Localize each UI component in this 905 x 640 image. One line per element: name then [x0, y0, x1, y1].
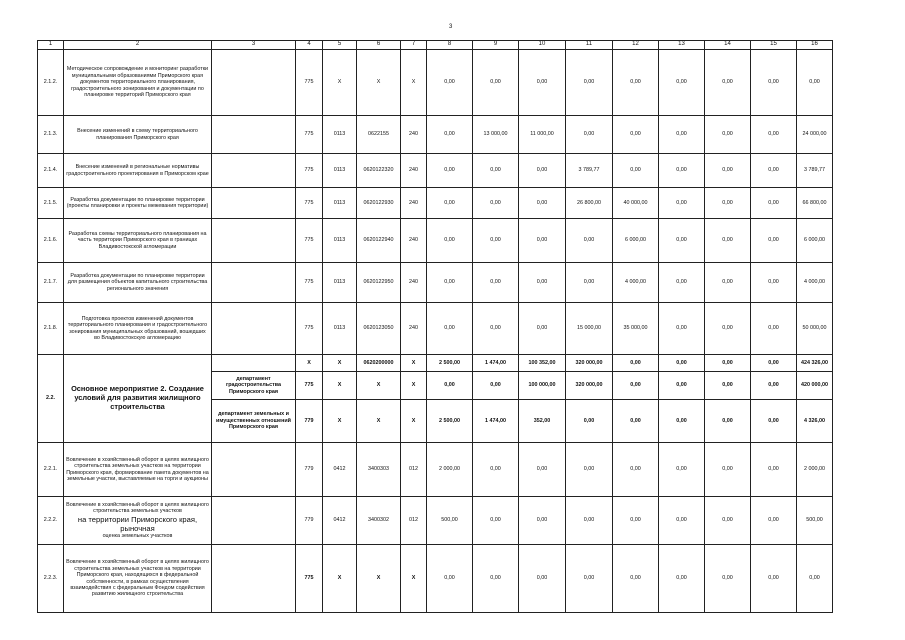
event-vr: X [401, 355, 427, 372]
budget-table [37, 40, 833, 613]
table-row [38, 545, 833, 613]
header-cell: 14 [705, 41, 751, 50]
row-value: 0,00 [613, 497, 659, 545]
row-value: 0,00 [473, 545, 519, 613]
header-cell: 2 [64, 41, 212, 50]
row-value: 0,00 [659, 116, 705, 154]
row-rzpr: 0113 [323, 116, 357, 154]
row-vr: 240 [401, 263, 427, 303]
event-grbs: X [296, 355, 323, 372]
event-value: 100 352,00 [519, 355, 566, 372]
table-row [38, 219, 833, 263]
row-vr: 240 [401, 188, 427, 219]
event-vr: X [401, 400, 427, 443]
row-rzpr: 0412 [323, 497, 357, 545]
row-csr: 0622155 [357, 116, 401, 154]
row-value: 0,00 [473, 263, 519, 303]
header-cell: 10 [519, 41, 566, 50]
header-cell: 5 [323, 41, 357, 50]
row-total: 0,00 [797, 50, 833, 116]
row-number: 2.1.3. [38, 116, 64, 154]
event-vr: X [401, 372, 427, 400]
row-value: 11 000,00 [519, 116, 566, 154]
row-value: 0,00 [659, 497, 705, 545]
row-value: 6 000,00 [613, 219, 659, 263]
row-executor [212, 188, 296, 219]
event-total: 420 000,00 [797, 372, 833, 400]
row-value: 0,00 [705, 154, 751, 188]
event-value: 0,00 [659, 372, 705, 400]
row-total: 3 789,77 [797, 154, 833, 188]
row-grbs: 775 [296, 116, 323, 154]
row-value: 0,00 [613, 116, 659, 154]
event-value: 1 474,00 [473, 400, 519, 443]
row-value: 0,00 [427, 219, 473, 263]
row-value: 0,00 [659, 219, 705, 263]
row-rzpr: 0113 [323, 154, 357, 188]
row-value: 0,00 [613, 443, 659, 497]
row-name: Внесение изменений в региональные нормативы градостроительного проектирования в Приморском крае [64, 154, 212, 188]
row-executor [212, 219, 296, 263]
row-grbs: 775 [296, 188, 323, 219]
event-grbs: 775 [296, 372, 323, 400]
row-value: 0,00 [519, 188, 566, 219]
row-vr: X [401, 50, 427, 116]
table-row [38, 50, 833, 116]
row-number: 2.1.8. [38, 303, 64, 355]
row-csr: 0620122940 [357, 219, 401, 263]
row-value: 0,00 [659, 154, 705, 188]
row-csr: 0620122950 [357, 263, 401, 303]
row-value: 0,00 [473, 188, 519, 219]
row-value: 0,00 [659, 188, 705, 219]
row-value: 0,00 [519, 545, 566, 613]
header-cell: 7 [401, 41, 427, 50]
event-value: 0,00 [613, 372, 659, 400]
row-value: 2 000,00 [427, 443, 473, 497]
event-executor: департамент градостроительства Приморского края [212, 372, 296, 400]
row-value: 13 000,00 [473, 116, 519, 154]
row-total: 24 000,00 [797, 116, 833, 154]
row-value: 0,00 [751, 303, 797, 355]
event-csr: X [357, 372, 401, 400]
row-vr: 240 [401, 303, 427, 355]
header-cell: 12 [613, 41, 659, 50]
table-row [38, 497, 833, 545]
row-value: 0,00 [473, 443, 519, 497]
event-rzpr: X [323, 355, 357, 372]
event-value: 0,00 [659, 400, 705, 443]
row-value: 0,00 [705, 116, 751, 154]
row-value: 40 000,00 [613, 188, 659, 219]
table-row [38, 154, 833, 188]
row-value: 500,00 [427, 497, 473, 545]
row-rzpr: 0113 [323, 188, 357, 219]
row-name [64, 497, 212, 545]
event-value: 0,00 [751, 355, 797, 372]
row-value: 0,00 [427, 154, 473, 188]
row-executor [212, 443, 296, 497]
row-vr: 240 [401, 116, 427, 154]
event-value: 100 000,00 [519, 372, 566, 400]
row-name: Внесение изменений в схему территориального планирования Приморского края [64, 116, 212, 154]
row-rzpr: 0412 [323, 443, 357, 497]
event-value: 2 500,00 [427, 400, 473, 443]
header-cell: 4 [296, 41, 323, 50]
event-value: 0,00 [705, 355, 751, 372]
row-value: 35 000,00 [613, 303, 659, 355]
row-value: 0,00 [427, 50, 473, 116]
event-value: 0,00 [566, 400, 613, 443]
row-total: 6 000,00 [797, 219, 833, 263]
row-executor [212, 50, 296, 116]
header-cell: 11 [566, 41, 613, 50]
table-row [38, 116, 833, 154]
event-total-row [38, 355, 833, 372]
row-rzpr: X [323, 545, 357, 613]
row-name-line: Вовлечение в хозяйственный оборот в целях жилищного строительства земельных участков [66, 501, 209, 515]
row-vr: 240 [401, 154, 427, 188]
row-name-line: на территории Приморского края, рыночная [77, 514, 198, 533]
row-value: 0,00 [566, 219, 613, 263]
row-executor [212, 154, 296, 188]
row-executor [212, 303, 296, 355]
event-value: 0,00 [427, 372, 473, 400]
row-csr: X [357, 545, 401, 613]
row-rzpr: 0113 [323, 219, 357, 263]
row-total: 66 800,00 [797, 188, 833, 219]
header-cell: 3 [212, 41, 296, 50]
row-rzpr: 0113 [323, 303, 357, 355]
event-value: 0,00 [613, 400, 659, 443]
row-grbs: 775 [296, 263, 323, 303]
row-number: 2.1.6. [38, 219, 64, 263]
row-value: 0,00 [566, 497, 613, 545]
row-csr: 0620122320 [357, 154, 401, 188]
row-vr: 240 [401, 219, 427, 263]
row-total: 0,00 [797, 545, 833, 613]
row-value: 0,00 [659, 50, 705, 116]
row-vr: 012 [401, 443, 427, 497]
row-value: 0,00 [427, 188, 473, 219]
row-vr: X [401, 545, 427, 613]
row-value: 0,00 [519, 219, 566, 263]
row-name: Вовлечение в хозяйственный оборот в целях жилищного строительства земельных участков на территории Приморского края, находящихся в федеральной собственности, в рамках осуществления взаимодействия с федеральным Фондом содействия развитию жилищного строительства [64, 545, 212, 613]
row-value: 0,00 [613, 154, 659, 188]
row-name: Разработка документации по планировке территории (проекты планировки и проекты межевания территории) [64, 188, 212, 219]
page-number: 3 [449, 24, 453, 30]
row-value: 0,00 [519, 154, 566, 188]
row-rzpr: 0113 [323, 263, 357, 303]
row-value: 26 800,00 [566, 188, 613, 219]
row-value: 4 000,00 [613, 263, 659, 303]
row-value: 0,00 [659, 443, 705, 497]
table-row [38, 263, 833, 303]
event-value: 0,00 [705, 400, 751, 443]
row-value: 0,00 [751, 188, 797, 219]
row-executor [212, 497, 296, 545]
header-cell: 8 [427, 41, 473, 50]
row-value: 0,00 [751, 497, 797, 545]
event-rzpr: X [323, 372, 357, 400]
row-value: 0,00 [705, 443, 751, 497]
row-value: 0,00 [751, 443, 797, 497]
row-vr: 012 [401, 497, 427, 545]
row-value: 0,00 [705, 497, 751, 545]
event-number: 2.2. [38, 355, 64, 443]
row-total: 4 000,00 [797, 263, 833, 303]
row-value: 0,00 [751, 154, 797, 188]
row-number: 2.2.1. [38, 443, 64, 497]
event-grbs: 779 [296, 400, 323, 443]
row-value: 0,00 [751, 116, 797, 154]
event-csr: 0620200000 [357, 355, 401, 372]
row-value: 0,00 [473, 497, 519, 545]
event-name: Основное мероприятие 2. Создание условий для развития жилищного строительства [64, 355, 212, 443]
row-value: 0,00 [473, 303, 519, 355]
table-row [38, 303, 833, 355]
row-csr: 0620122930 [357, 188, 401, 219]
event-executor [212, 355, 296, 372]
header-cell: 16 [797, 41, 833, 50]
row-value: 0,00 [751, 50, 797, 116]
row-value: 0,00 [751, 545, 797, 613]
row-value: 0,00 [519, 443, 566, 497]
row-value: 0,00 [705, 188, 751, 219]
row-value: 0,00 [519, 263, 566, 303]
row-value: 0,00 [705, 263, 751, 303]
row-total: 500,00 [797, 497, 833, 545]
row-grbs: 779 [296, 497, 323, 545]
row-name: Подготовка проектов изменений документов территориального планирования и градостроительного зонирования муниципальных образований, вошедших во Владивостокскую агломерацию [64, 303, 212, 355]
row-name-line: оценка земельных участков [102, 532, 173, 539]
row-csr: X [357, 50, 401, 116]
event-value: 0,00 [751, 400, 797, 443]
row-value: 0,00 [705, 50, 751, 116]
row-value: 0,00 [519, 497, 566, 545]
event-value: 0,00 [613, 355, 659, 372]
header-cell: 6 [357, 41, 401, 50]
row-name: Разработка схемы территориального планирования на часть территории Приморского края в границах Владивостокской агломерации [64, 219, 212, 263]
event-value: 1 474,00 [473, 355, 519, 372]
row-value: 0,00 [427, 263, 473, 303]
event-total: 424 326,00 [797, 355, 833, 372]
row-value: 0,00 [566, 263, 613, 303]
row-executor [212, 545, 296, 613]
row-value: 0,00 [473, 154, 519, 188]
table-row [38, 443, 833, 497]
event-value: 320 000,00 [566, 355, 613, 372]
row-value: 0,00 [427, 545, 473, 613]
row-number: 2.2.3. [38, 545, 64, 613]
row-rzpr: X [323, 50, 357, 116]
row-value: 0,00 [659, 263, 705, 303]
event-value: 352,00 [519, 400, 566, 443]
header-row [38, 41, 833, 50]
row-csr: 0620123050 [357, 303, 401, 355]
row-number: 2.2.2. [38, 497, 64, 545]
header-cell: 1 [38, 41, 64, 50]
row-name: Разработка документации по планировке территории для размещения объектов капитального строительства регионального значения [64, 263, 212, 303]
row-value: 0,00 [427, 116, 473, 154]
row-value: 0,00 [566, 50, 613, 116]
row-executor [212, 263, 296, 303]
row-value: 0,00 [613, 545, 659, 613]
event-value: 0,00 [473, 372, 519, 400]
row-number: 2.1.5. [38, 188, 64, 219]
row-total: 2 000,00 [797, 443, 833, 497]
row-name: Методическое сопровождение и мониторинг разработки муниципальными образованиями Приморского края документов территориального планирования, градостроительного зонирования и документации по планировке территорий Приморского края [64, 50, 212, 116]
row-value: 3 789,77 [566, 154, 613, 188]
row-value: 0,00 [566, 443, 613, 497]
event-total: 4 326,00 [797, 400, 833, 443]
row-number: 2.1.2. [38, 50, 64, 116]
event-value: 0,00 [705, 372, 751, 400]
row-value: 0,00 [613, 50, 659, 116]
event-rzpr: X [323, 400, 357, 443]
row-value: 0,00 [705, 545, 751, 613]
table-row [38, 188, 833, 219]
row-value: 0,00 [566, 545, 613, 613]
event-value: 2 500,00 [427, 355, 473, 372]
row-value: 0,00 [705, 219, 751, 263]
row-value: 0,00 [519, 50, 566, 116]
row-number: 2.1.4. [38, 154, 64, 188]
row-executor [212, 116, 296, 154]
header-cell: 13 [659, 41, 705, 50]
row-value: 0,00 [519, 303, 566, 355]
row-grbs: 775 [296, 50, 323, 116]
row-value: 0,00 [566, 116, 613, 154]
row-value: 0,00 [427, 303, 473, 355]
row-value: 0,00 [473, 50, 519, 116]
row-value: 0,00 [659, 545, 705, 613]
row-grbs: 775 [296, 154, 323, 188]
event-value: 0,00 [751, 372, 797, 400]
event-value: 0,00 [659, 355, 705, 372]
row-value: 15 000,00 [566, 303, 613, 355]
row-value: 0,00 [659, 303, 705, 355]
row-csr: 3400303 [357, 443, 401, 497]
row-total: 50 000,00 [797, 303, 833, 355]
row-grbs: 775 [296, 545, 323, 613]
row-value: 0,00 [705, 303, 751, 355]
event-value: 320 000,00 [566, 372, 613, 400]
row-grbs: 779 [296, 443, 323, 497]
row-grbs: 775 [296, 303, 323, 355]
row-value: 0,00 [751, 219, 797, 263]
row-csr: 3400302 [357, 497, 401, 545]
row-name: Вовлечение в хозяйственный оборот в целях жилищного строительства земельных участков на территории Приморского края, формирование пакета документов на земельные участки, выставляемые на торги и аукционы [64, 443, 212, 497]
header-cell: 9 [473, 41, 519, 50]
row-value: 0,00 [751, 263, 797, 303]
row-grbs: 775 [296, 219, 323, 263]
row-value: 0,00 [473, 219, 519, 263]
event-executor: департамент земельных и имущественных отношений Приморского края [212, 400, 296, 443]
event-csr: X [357, 400, 401, 443]
row-number: 2.1.7. [38, 263, 64, 303]
header-cell: 15 [751, 41, 797, 50]
